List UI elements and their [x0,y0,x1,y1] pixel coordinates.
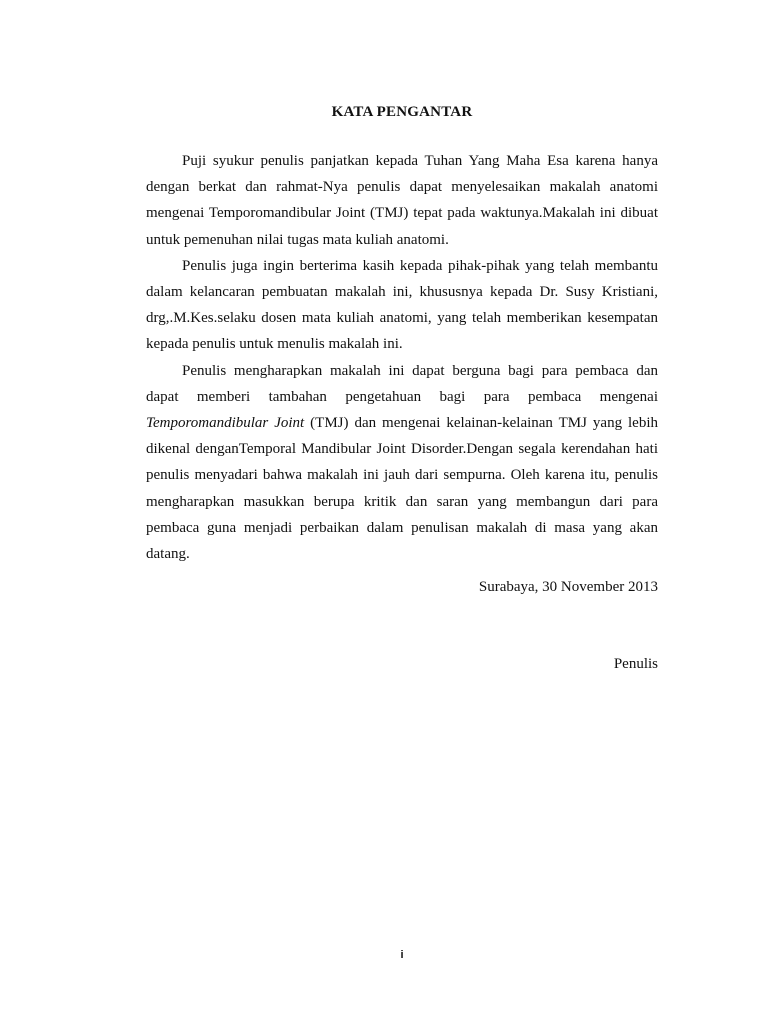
closing-author: Penulis [613,656,658,672]
paragraph-3-text-before: Penulis mengharapkan makalah ini dapat berguna bagi para pembaca dan dapat memberi tambahan pengetahuan bagi para pembaca mengenai [146,362,658,405]
paragraph-3-italic-term: Temporomandibular Joint [146,415,305,432]
page-number: i [400,949,404,961]
page-title: KATA PENGANTAR [331,104,473,120]
paragraph-3 [146,358,658,568]
paragraph-1: Puji syukur penulis panjatkan kepada Tuhan Yang Maha Esa karena hanya dengan berkat dan rahmat-Nya penulis dapat menyelesaikan makalah anatomi mengenai Temporomandibular Joint (TMJ) tepat pada waktunya.Makalah ini dibuat untuk pemenuhan nilai tugas mata kuliah anatomi. [146,153,658,248]
document-body [146,148,658,567]
closing-place-date: Surabaya, 30 November 2013 [478,579,658,595]
paragraph-2: Penulis juga ingin berterima kasih kepada pihak-pihak yang telah membantu dalam kelancaran pembuatan makalah ini, khususnya kepada Dr. Susy Kristiani, drg,.M.Kes.selaku dosen mata kuliah anatomi, yang telah memberikan kesempatan kepada penulis untuk menulis makalah ini. [146,257,658,353]
paragraph-3-text-after: (TMJ) dan mengenai kelainan-kelainan TMJ yang lebih dikenal denganTemporal Mandibular Joint Disorder.Dengan segala kerendahan hati penulis menyadari bahwa makalah ini jauh dari sempurna. Oleh karena itu, penulis mengharapkan masukkan berupa kritik dan saran yang membangun dari para pembaca guna menjadi perbaikan dalam penulisan makalah di masa yang akan datang. [146,415,659,563]
